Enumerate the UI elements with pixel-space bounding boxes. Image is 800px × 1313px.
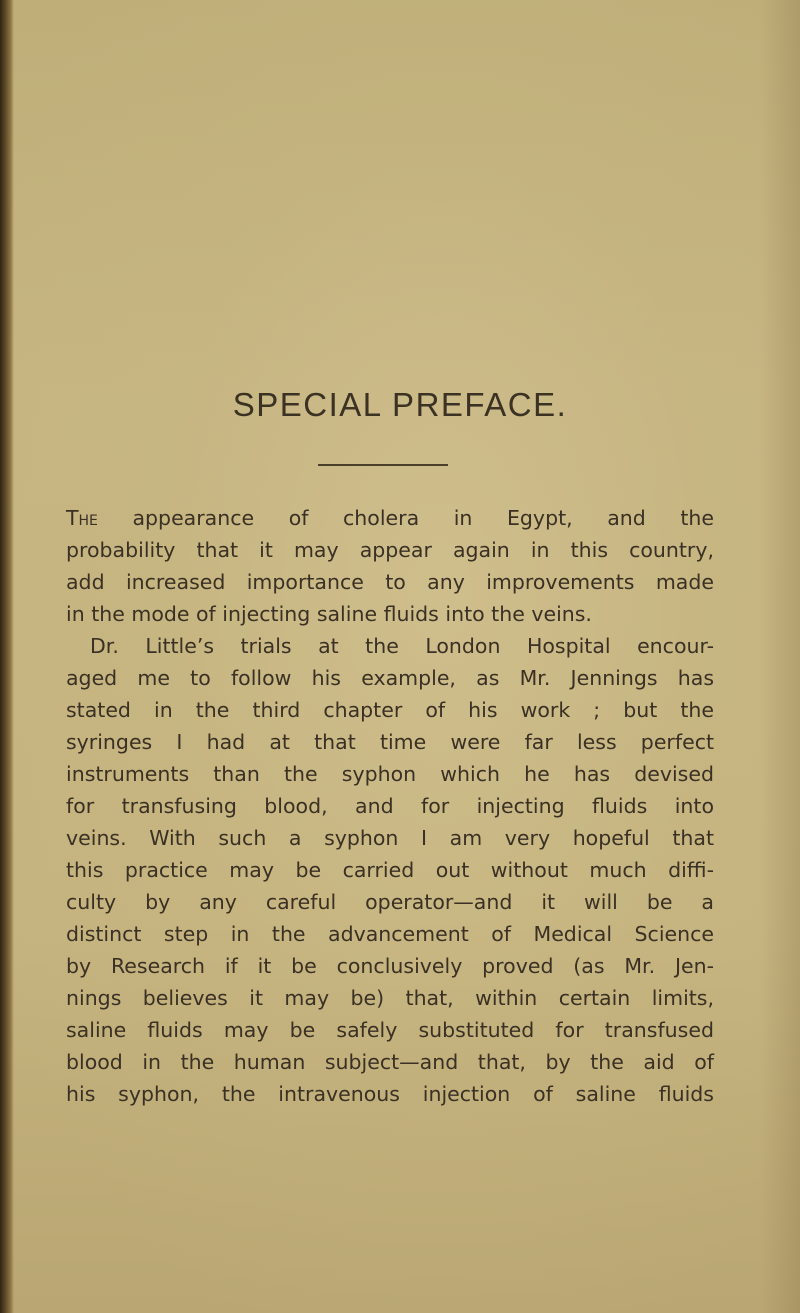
text-line: stated in the third chapter of his work ; but the: [66, 698, 714, 722]
text-line: nings believes it may be) that, within certain limits,: [66, 986, 714, 1010]
title-divider: [318, 464, 448, 466]
text-line: aged me to follow his example, as Mr. Jennings has: [66, 666, 714, 690]
text-line: distinct step in the advancement of Medical Science: [66, 922, 714, 946]
text-line: saline fluids may be safely substituted for transfused: [66, 1018, 714, 1042]
page-edge-shadow: [760, 0, 800, 1313]
text-line: probability that it may appear again in this country,: [66, 538, 714, 562]
text-line: Dr. Little’s trials at the London Hospital encour-: [90, 634, 714, 658]
page-title: SPECIAL PREFACE.: [232, 386, 568, 423]
text-line: add increased importance to any improvements made: [66, 570, 714, 594]
drop-word: The: [66, 506, 98, 530]
text-line: syringes I had at that time were far less perfect: [66, 730, 714, 754]
text-line: this practice may be carried out without much diffi-: [66, 858, 714, 882]
text-line: by Research if it be conclusively proved (as Mr. Jen-: [66, 954, 714, 978]
text-line: The appearance of cholera in Egypt, and the: [66, 506, 714, 530]
text-line: veins. With such a syphon I am very hopeful that: [66, 826, 714, 850]
text-line: for transfusing blood, and for injecting fluids into: [66, 794, 714, 818]
text-line: in the mode of injecting saline fluids into the veins.: [66, 602, 592, 626]
text-line: culty by any careful operator—and it will be a: [66, 890, 714, 914]
preface-body: [66, 502, 714, 1110]
text-line: instruments than the syphon which he has devised: [66, 762, 714, 786]
text-line: blood in the human subject—and that, by the aid of: [66, 1050, 714, 1074]
book-binding-edge: [0, 0, 14, 1313]
text-line: his syphon, the intravenous injection of saline fluids: [66, 1082, 714, 1106]
